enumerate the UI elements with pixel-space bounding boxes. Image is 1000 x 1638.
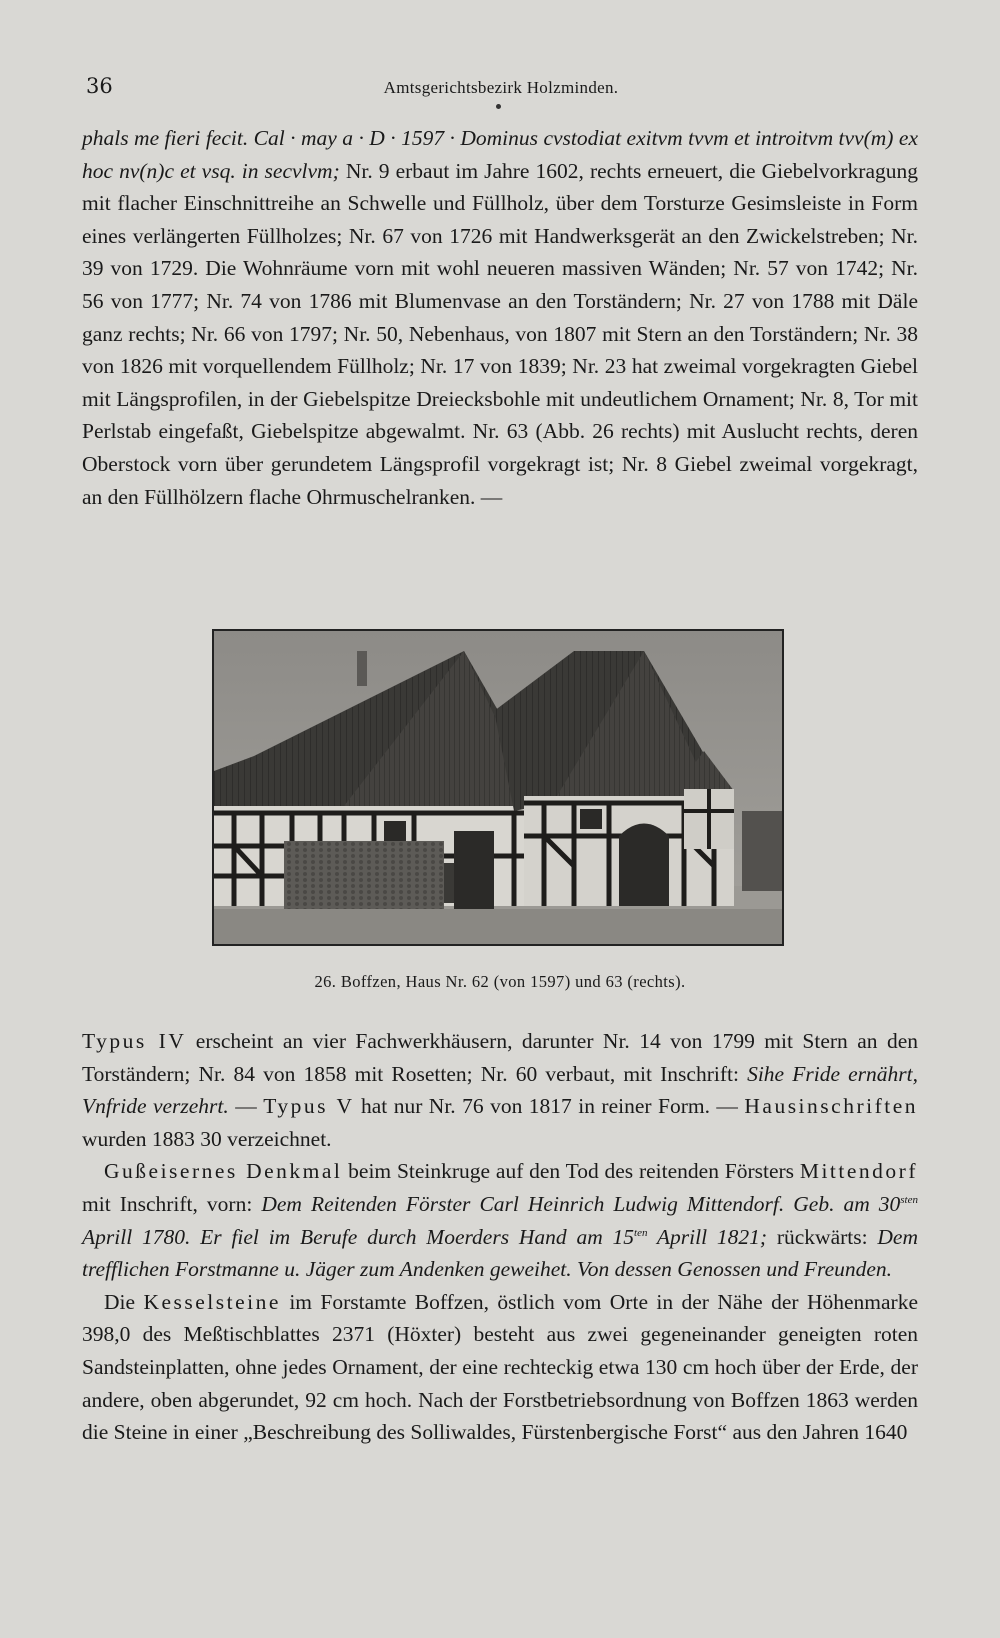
memorial-inscription-b: Aprill 1780. Er fiel im Berufe durch Moerders Hand am 15 bbox=[82, 1224, 635, 1249]
house-inscription: Sihe Fride ernährt, Vnfride verzehrt. bbox=[82, 1061, 918, 1119]
typus-iv-term: Typus IV bbox=[82, 1029, 187, 1053]
page-header bbox=[86, 74, 916, 104]
running-title: Amtsgerichtsbezirk Holzminden. bbox=[383, 78, 619, 97]
superscript-ten: ten bbox=[634, 1226, 648, 1239]
typus-v-term: Typus V bbox=[263, 1094, 355, 1119]
paragraph-4 bbox=[82, 1286, 918, 1449]
paragraph-2-4-container bbox=[82, 1025, 918, 1449]
paragraph-2-text-a: erscheint an vier Fachwerkhäusern, darunter Nr. 14 von 1799 mit Stern an den Torständern; Nr. 84 von 1858 mit Rosetten; Nr. 60 verbaut, mit Inschrift: bbox=[82, 1029, 918, 1086]
paragraph-3-text-c: rückwärts: bbox=[767, 1224, 878, 1249]
paragraph-4-text-a: Die bbox=[104, 1289, 144, 1314]
figure-caption: 26. Boffzen, Haus Nr. 62 (von 1597) und 63 (rechts). bbox=[314, 972, 686, 991]
latin-inscription: phals me fieri fecit. Cal · may a · D · 1597 · Dominus cvstodiat exitvm tvvm et introitvm tvv(m) ex hoc nv(n)c et vsq. in secvlvm; bbox=[82, 126, 918, 183]
paragraph-1-text: Nr. 9 erbaut im Jahre 1602, rechts erneuert, die Giebelvorkragung mit flacher Einschnittreihe an Schwelle und Füllholz, über dem Torsturze Gesimsleiste in Form eines verlängerten Füllholzes; Nr. 67 von 1726 mit Handwerksgerät an den Zwickelstreben; Nr. 39 von 1729. Die Wohnräume vorn mit wohl neueren massiven Wänden; Nr. 57 von 1742; Nr. 56 von 1777; Nr. 74 von 1786 mit Blumenvase an den Torständern; Nr. 27 von 1788 mit Däle ganz rechts; Nr. 66 von 1797; Nr. 50, Nebenhaus, von 1807 mit Stern an den Torständern; Nr. 38 von 1826 mit vorquellendem Füllholz; Nr. 17 von 1839; Nr. 23 hat zweimal vorgekragten Giebel mit Längsprofilen, in der Giebelspitze Dreiecksbohle mit undeutlichem Ornament; Nr. 8, Tor mit Perlstab eingefaßt, Giebelspitze abgewalmt. Nr. 63 (Abb. 26 rechts) mit Auslucht rechts, deren Oberstock vorn über gerundetem Längsprofil vorgekragt ist; Nr. 8 Giebel zweimal vorgekragt, an den Füllhölzern flache Ohrmuschelranken. — bbox=[82, 158, 918, 509]
page-number: 36 bbox=[86, 74, 113, 98]
paragraph-2-text-b: hat nur Nr. 76 von 1817 in reiner Form. — bbox=[354, 1094, 745, 1119]
hausinschriften-term: Hausinschriften bbox=[744, 1094, 919, 1119]
paragraph-3-text-b: mit Inschrift, vorn: bbox=[82, 1191, 262, 1216]
half-timbered-houses-photo bbox=[214, 631, 782, 944]
paragraph-2-dash: — bbox=[228, 1094, 264, 1119]
paragraph-3-text-a: beim Steinkruge auf den Tod des reitenden Försters bbox=[342, 1159, 800, 1184]
figure-photograph bbox=[212, 629, 784, 946]
mittendorf-name: Mittendorf bbox=[799, 1159, 918, 1184]
superscript-sten: sten bbox=[900, 1193, 918, 1206]
denkmal-term: Gußeisernes Denkmal bbox=[104, 1159, 343, 1184]
ornament-dot bbox=[496, 104, 501, 109]
memorial-inscription-back: Dem trefflichen Forstmanne u. Jäger zum Andenken geweihet. Von dessen Genossen und Freunden. bbox=[82, 1224, 919, 1282]
memorial-inscription-a: Dem Reitenden Förster Carl Heinrich Ludwig Mittendorf. Geb. am 30 bbox=[261, 1191, 901, 1216]
kesselsteine-term: Kesselsteine bbox=[143, 1289, 281, 1314]
paragraph-1 bbox=[82, 122, 918, 513]
paragraph-2-text-c: wurden 1883 30 verzeichnet. bbox=[82, 1126, 332, 1151]
paragraph-3 bbox=[82, 1155, 918, 1285]
paragraph-4-text-b: im Forstamte Boffzen, östlich vom Orte in der Nähe der Höhenmarke 398,0 des Meßtischblattes 2371 (Höxter) besteht aus zwei gegeneinander geneigten roten Sandsteinplatten, ohne jedes Ornament, der eine rechteckig etwa 130 cm hoch über der Erde, der andere, oben abgerundet, 92 cm hoch. Nach der Forstbetriebsordnung von Boffzen 1863 werden die Steine in einer „Beschreibung des Solliwaldes, Fürstenbergische Forst“ aus den Jahren 1640 bbox=[82, 1289, 919, 1445]
paragraph-2 bbox=[82, 1025, 918, 1155]
memorial-inscription-c: Aprill 1821; bbox=[647, 1224, 768, 1249]
